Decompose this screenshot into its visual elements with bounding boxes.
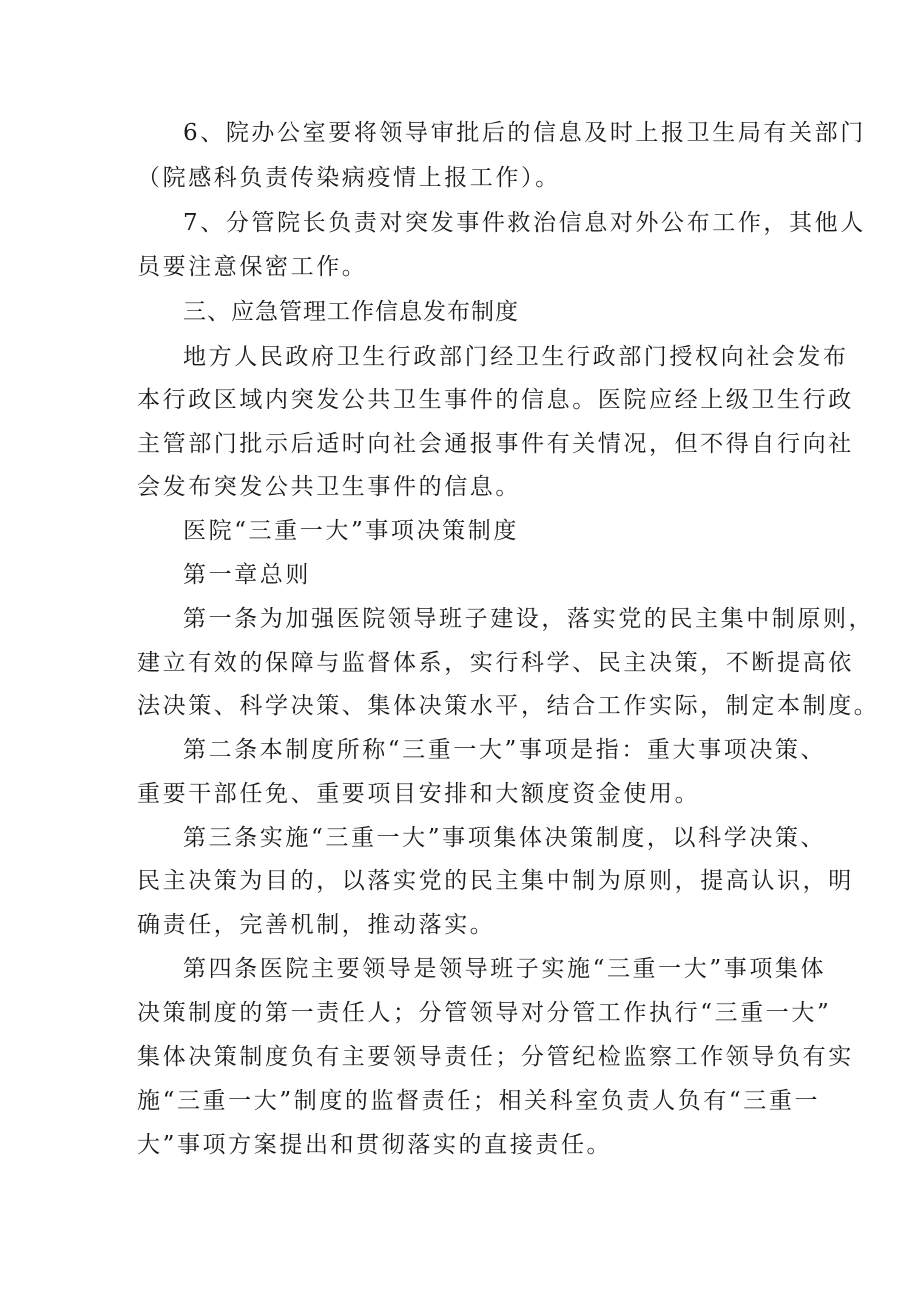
paragraph-release-line3: 主管部门批示后适时向社会通报事件有关情况，但不得自行向社 (137, 431, 854, 457)
paragraph-release-line1: 地方人民政府卫生行政部门经卫生行政部门授权向社会发布 (183, 344, 849, 370)
paragraph-release-line2: 本行政区域内突发公共卫生事件的信息。医院应经上级卫生行政 (137, 387, 854, 413)
article1-line2: 建立有效的保障与监督体系，实行科学、民主决策，不断提高依 (137, 650, 854, 676)
article4-line3: 集体决策制度负有主要领导责任；分管纪检监察工作领导负有实 (137, 1044, 854, 1070)
paragraph-item6-line2: （院感科负责传染病疫情上报工作）。 (137, 165, 561, 191)
article4-line4: 施“三重一大”制度的监督责任；相关科室负责人负有“三重一 (137, 1088, 821, 1114)
paragraph-item7-line1: 7、分管院长负责对突发事件救治信息对外公布工作，其他人 (183, 210, 866, 236)
paragraph-item7-line2: 员要注意保密工作。 (137, 254, 368, 280)
article4-line5: 大”事项方案提出和贯彻落实的直接责任。 (137, 1132, 613, 1158)
article4-line1: 第四条医院主要领导是领导班子实施“三重一大”事项集体 (183, 956, 827, 982)
paragraph-item6-line1: 6、院办公室要将领导审批后的信息及时上报卫生局有关部门 (183, 120, 866, 146)
article2-line2: 重要干部任免、重要项目安排和大额度资金使用。 (137, 781, 701, 807)
article4-line2: 决策制度的第一责任人；分管领导对分管工作执行“三重一大” (137, 1000, 832, 1026)
article2-line1: 第二条本制度所称“三重一大”事项是指：重大事项决策、 (183, 737, 827, 763)
article3-line3: 确责任，完善机制，推动落实。 (137, 912, 496, 938)
article3-line1: 第三条实施“三重一大”事项集体决策制度，以科学决策、 (183, 825, 827, 851)
chapter-heading: 第一章总则 (183, 562, 311, 588)
article1-line3: 法决策、科学决策、集体决策水平，结合工作实际，制定本制度。 (137, 693, 880, 719)
section-heading: 三、应急管理工作信息发布制度 (183, 299, 519, 325)
article3-line2: 民主决策为目的，以落实党的民主集中制为原则，提高认识，明 (137, 868, 854, 894)
paragraph-release-line4: 会发布突发公共卫生事件的信息。 (137, 474, 521, 500)
article1-line1: 第一条为加强医院领导班子建设，落实党的民主集中制原则， (183, 606, 875, 632)
document-title: 医院“三重一大”事项决策制度 (183, 518, 519, 544)
